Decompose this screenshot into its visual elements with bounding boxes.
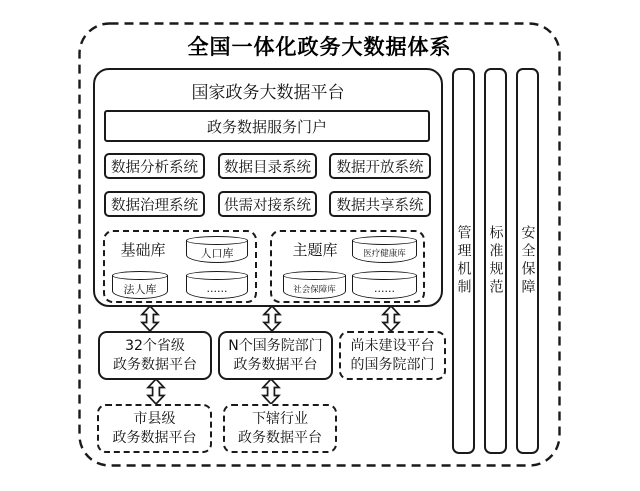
pillar-standards: [484, 68, 507, 454]
portal-box: [104, 110, 430, 142]
box-label-line: 政务数据平台: [238, 429, 322, 446]
cylinder-label: 医疗健康库: [363, 249, 406, 259]
pillar-label: 安全保障: [519, 225, 536, 297]
national-platform-title: 国家政务大数据平台: [191, 83, 345, 103]
provincial-platform-box: [98, 331, 212, 380]
box-label-line: 政务数据平台: [112, 429, 197, 446]
system-label: 数据分析系统: [111, 159, 198, 176]
cylinder-label: 人口库: [200, 247, 234, 260]
cylinder-label: ......: [374, 282, 395, 295]
double-arrow-icon: [261, 378, 281, 405]
system-box-supply-demand: [218, 191, 317, 217]
base-library-label: 基础库: [120, 240, 166, 259]
box-label-line: N个国务院部门: [228, 337, 323, 354]
cylinder-label: 社会保障库: [293, 284, 336, 295]
system-label: 供需对接系统: [224, 197, 311, 214]
box-label-line: 政务数据平台: [113, 356, 197, 373]
pillar-management: [452, 68, 475, 454]
cylinder-base-more: [186, 271, 248, 299]
double-arrow-icon: [262, 305, 282, 332]
industry-platform-box: [223, 404, 337, 453]
system-box-data-sharing: [329, 191, 431, 217]
portal-label: 政务数据服务门户: [206, 117, 327, 136]
system-box-data-governance: [104, 191, 205, 217]
pillar-label: 标准规范: [487, 225, 504, 297]
double-arrow-icon: [381, 305, 401, 332]
system-box-data-catalog: [218, 153, 317, 179]
diagram-title: 全国一体化政务大数据体系: [187, 35, 452, 59]
box-label-line: 尚未建设平台: [350, 337, 435, 354]
cylinder-label: ......: [206, 282, 228, 295]
system-label: 数据目录系统: [224, 159, 311, 176]
box-label-line: 政务数据平台: [233, 356, 318, 373]
cylinder-medical-health: [352, 236, 417, 263]
no-platform-departments-box: [339, 331, 446, 380]
system-label: 数据治理系统: [111, 197, 198, 214]
city-county-platform-box: [97, 404, 212, 453]
box-label-line: 市县级: [133, 410, 176, 427]
pillar-label: 管理机制: [455, 225, 472, 297]
state-council-platform-box: [218, 331, 333, 380]
double-arrow-icon: [140, 305, 160, 332]
cylinder-social-security: [283, 271, 346, 299]
cylinder-label: 法人库: [123, 282, 157, 296]
cylinder-population: [186, 236, 248, 263]
box-label-line: 的国务院部门: [350, 356, 435, 373]
box-label-line: 32个省级: [125, 337, 185, 354]
system-label: 数据共享系统: [336, 197, 424, 214]
double-arrow-icon: [146, 378, 166, 405]
system-label: 数据开放系统: [336, 159, 424, 176]
system-box-data-opening: [329, 153, 431, 179]
cylinder-legal-person: [112, 271, 168, 299]
pillar-security: [516, 68, 539, 454]
theme-library-label: 主题库: [292, 240, 338, 259]
system-box-data-analysis: [104, 153, 205, 179]
box-label-line: 下辖行业: [252, 410, 308, 427]
cylinder-theme-more: [352, 271, 417, 299]
